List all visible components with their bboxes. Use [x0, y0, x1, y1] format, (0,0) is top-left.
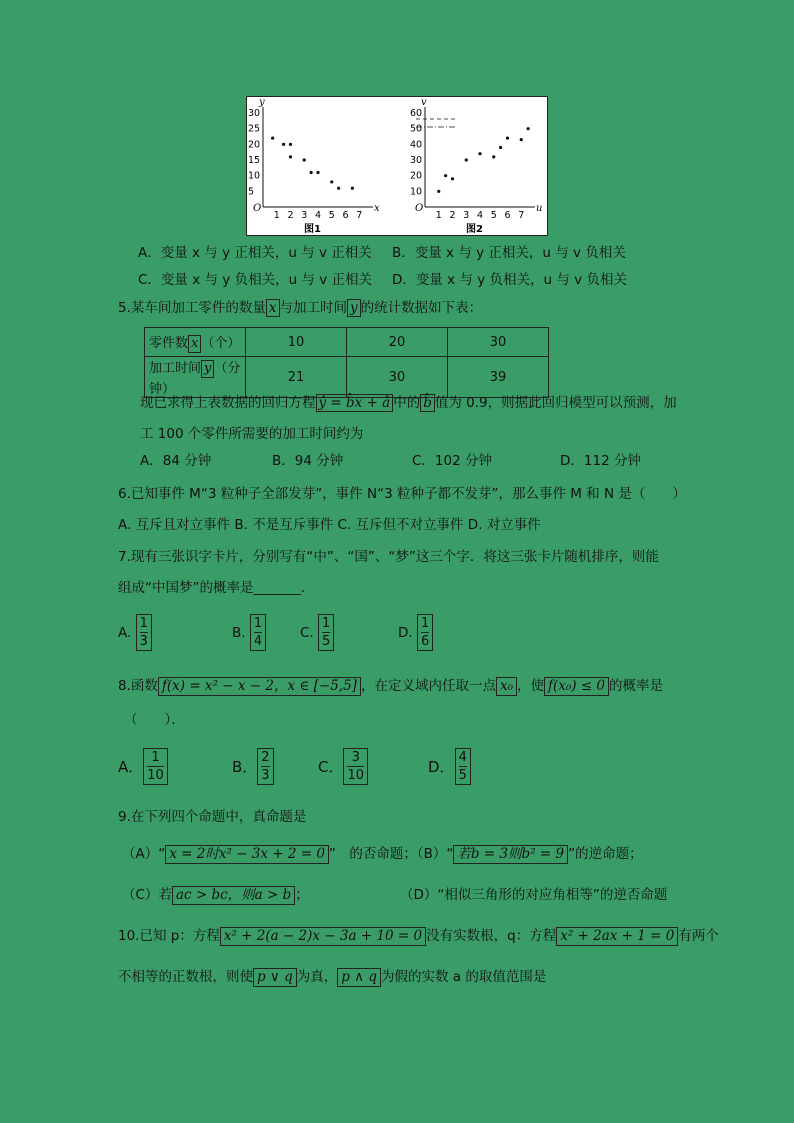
q4-option-b: B．变量 x 与 y 正相关，u 与 v 负相关	[392, 245, 626, 261]
fig2-x-tick: 6	[504, 210, 511, 221]
q9-stem: 9.在下列四个命题中，真命题是	[118, 809, 307, 825]
q5-table	[144, 327, 549, 398]
q10-line2: 不相等的正数根，则使 p ∨ q 为真， p ∧ q 为假的实数 a 的取值范围是	[118, 969, 547, 985]
q5-option-d: D．112 分钟	[560, 453, 641, 469]
q10-eq-p: x² + 2(a − 2)x − 3a + 10 = 0	[220, 927, 426, 946]
fig1-y-tick: 30	[248, 108, 261, 119]
fig2-caption: 图2	[466, 224, 483, 235]
fig1-x-tick: 1	[273, 210, 280, 221]
q5-line2	[140, 394, 677, 412]
fraction: $\frac{2}{3}$	[257, 748, 273, 785]
q7-option-b: B. $\frac{1}{4}$	[232, 614, 266, 651]
fig1-point	[289, 155, 292, 158]
q6-options: A. 互斥且对立事件 B. 不是互斥事件 C. 互斥但不对立事件 D. 对立事件	[118, 517, 541, 533]
fig2-x-tick: 1	[435, 210, 442, 221]
q9-line-ab: （A）“ x = 2时x² − 3x + 2 = 0 ” 的否命题；（B）“ 若b = 3则b² = 9 ”的逆命题；	[122, 846, 643, 862]
fig1-x-tick: 6	[342, 210, 349, 221]
q7-option-a: A. $\frac{1}{3}$	[118, 614, 152, 651]
fig1-point	[289, 143, 292, 146]
fraction: $\frac{1}{10}$	[143, 748, 168, 785]
q10-eq-q: x² + 2ax + 1 = 0	[556, 927, 678, 946]
q5-stem	[118, 299, 482, 317]
fig2-x-tick: 2	[449, 210, 456, 221]
scatter-svg	[247, 97, 547, 235]
fraction: $\frac{1}{5}$	[318, 614, 334, 651]
table-row	[145, 328, 549, 357]
q5-option-a: A．84 分钟	[140, 453, 212, 469]
q4-option-d: D．变量 x 与 y 负相关，u 与 v 负相关	[392, 272, 627, 288]
q5-regression-eq: ŷ = b̂x + â	[316, 394, 394, 412]
q9-line-c: （C）若 ac > bc，则a > b ；	[122, 887, 309, 903]
q7-line1: 7.现有三张识字卡片，分别写有“中”、“国”、“梦”这三个字．将这三张卡片随机排序，则能	[118, 549, 659, 565]
fig1-x-tick: 7	[356, 210, 363, 221]
q8-line2: （ ）．	[124, 712, 185, 728]
q8-function-box: f(x) = x² − x − 2，x ∈ [−5,5]	[158, 677, 361, 696]
q7-option-d: D. $\frac{1}{6}$	[398, 614, 433, 651]
fig2-point	[499, 146, 502, 149]
fig1-point	[271, 136, 274, 139]
fig1-y-label: y	[259, 97, 265, 108]
q9-b-box: 若b = 3则b² = 9	[453, 845, 568, 864]
fig1-point	[316, 171, 319, 174]
q10-p-or-q: p ∨ q	[253, 968, 297, 987]
fig2-origin: O	[415, 203, 424, 214]
fig2-y-tick: 50	[410, 123, 423, 135]
table-cell: 39	[448, 357, 549, 398]
q5-line2-c: 值为 0.9，则据此回归模型可以预测，加	[434, 395, 677, 411]
table-header-cell: 零件数 x （个）	[145, 328, 246, 357]
q5-line2-b: 中的	[393, 395, 421, 411]
q7-option-c: C. $\frac{1}{5}$	[300, 614, 334, 651]
fig1-y-tick: 5	[248, 186, 255, 198]
fig2-point	[520, 138, 523, 141]
q8-option-b: B． $\frac{2}{3}$	[232, 748, 274, 785]
scatter-figures	[246, 96, 548, 236]
q5-option-c: C．102 分钟	[412, 453, 492, 469]
q10-p-and-q: p ∧ q	[337, 968, 381, 987]
fraction: $\frac{1}{6}$	[417, 614, 433, 651]
fig1-point	[337, 187, 340, 190]
fig2-point	[527, 127, 530, 130]
fig2-x-tick: 4	[477, 210, 484, 221]
q10-line1: 10.已知 p：方程 x² + 2(a − 2)x − 3a + 10 = 0 没有实数根，q：方程 x² + 2ax + 1 = 0 有两个	[118, 928, 719, 944]
fig1-x-tick: 2	[287, 210, 294, 221]
fig2-point	[465, 158, 468, 161]
q8-condition-box: f(x₀) ≤ 0	[544, 677, 609, 696]
fig1-point	[330, 180, 333, 183]
fig1-point	[303, 158, 306, 161]
fraction: $\frac{1}{3}$	[136, 614, 152, 651]
fig1-x-tick: 4	[315, 210, 322, 221]
q9-a-box: x = 2时x² − 3x + 2 = 0	[165, 845, 329, 864]
q7-line2: 组成“中国梦”的概率是_______.	[118, 580, 306, 596]
q5-stem-b: 与加工时间	[279, 300, 348, 316]
fig1-y-tick: 10	[248, 170, 261, 182]
q5-var-y: y	[347, 299, 361, 317]
fig2-x-tick: 3	[463, 210, 470, 221]
fig1-x-label: x	[374, 203, 380, 214]
fig2-y-tick: 20	[410, 170, 423, 182]
q8-stem: 8.函数 f(x) = x² − x − 2，x ∈ [−5,5] ，在定义域内任取一点 x₀ ，使 f(x₀) ≤ 0 的概率是	[118, 678, 664, 694]
fig2-point	[506, 136, 509, 139]
q5-stem-a: 5.某车间加工零件的数量	[118, 300, 266, 316]
fig2-y-tick: 60	[410, 108, 423, 119]
fig1-y-tick: 20	[248, 139, 261, 151]
fig2-x-tick: 5	[490, 210, 497, 221]
fig2-point	[478, 152, 481, 155]
q8-option-d: D． $\frac{4}{5}$	[428, 748, 471, 785]
q5-stem-c: 的统计数据如下表：	[360, 300, 483, 316]
q5-b-hat: b̂	[420, 394, 435, 412]
fraction: $\frac{4}{5}$	[455, 748, 471, 785]
fig2-y-tick: 40	[410, 139, 423, 151]
fig2-y-tick: 10	[410, 186, 423, 198]
fig1-point	[310, 171, 313, 174]
fig1-x-tick: 5	[328, 210, 335, 221]
fig2-x-label: u	[536, 203, 543, 214]
table-cell: 21	[246, 357, 347, 398]
fig1-origin: O	[253, 203, 262, 214]
fig1-y-tick: 15	[248, 155, 261, 166]
q4-option-a: A．变量 x 与 y 正相关，u 与 v 正相关	[138, 245, 372, 261]
fig2-point	[437, 190, 440, 193]
q8-option-a: A． $\frac{1}{10}$	[118, 748, 168, 785]
fig2-point	[492, 155, 495, 158]
q9-c-box: ac > bc，则a > b	[172, 886, 295, 905]
q5-option-b: B．94 分钟	[272, 453, 344, 469]
fig2-y-tick: 30	[410, 155, 423, 166]
table-cell: 20	[347, 328, 448, 357]
fraction: $\frac{1}{4}$	[250, 614, 266, 651]
fig2-point	[451, 177, 454, 180]
fig1-x-tick: 3	[301, 210, 308, 221]
q5-line2-a: 现已求得上表数据的回归方程	[140, 395, 316, 411]
fig1-point	[282, 143, 285, 146]
fig1-point	[351, 187, 354, 190]
table-header-cell: 加工时间 y （分钟）	[145, 357, 246, 398]
fraction: $\frac{3}{10}$	[343, 748, 368, 785]
fig1-y-tick: 25	[248, 123, 261, 135]
table-cell: 10	[246, 328, 347, 357]
table-cell: 30	[448, 328, 549, 357]
table-row	[145, 357, 549, 398]
fig1-caption: 图1	[304, 224, 321, 235]
q6-stem: 6.已知事件 M“3 粒种子全部发芽”，事件 N“3 粒种子都不发芽”，那么事件 M 和 N 是（ ）	[118, 486, 686, 502]
q5-var-x: x	[266, 299, 280, 317]
table-cell: 30	[347, 357, 448, 398]
q9-option-d: （D）“相似三角形的对应角相等”的逆否命题	[400, 887, 668, 903]
q5-line3: 工 100 个零件所需要的加工时间约为	[140, 426, 364, 442]
fig2-point	[444, 174, 447, 177]
q8-option-c: C． $\frac{3}{10}$	[318, 748, 368, 785]
q8-x0-box: x₀	[496, 677, 517, 696]
fig2-y-label: v	[421, 97, 427, 108]
q4-option-c: C．变量 x 与 y 负相关，u 与 v 正相关	[138, 272, 372, 288]
fig2-x-tick: 7	[518, 210, 525, 221]
